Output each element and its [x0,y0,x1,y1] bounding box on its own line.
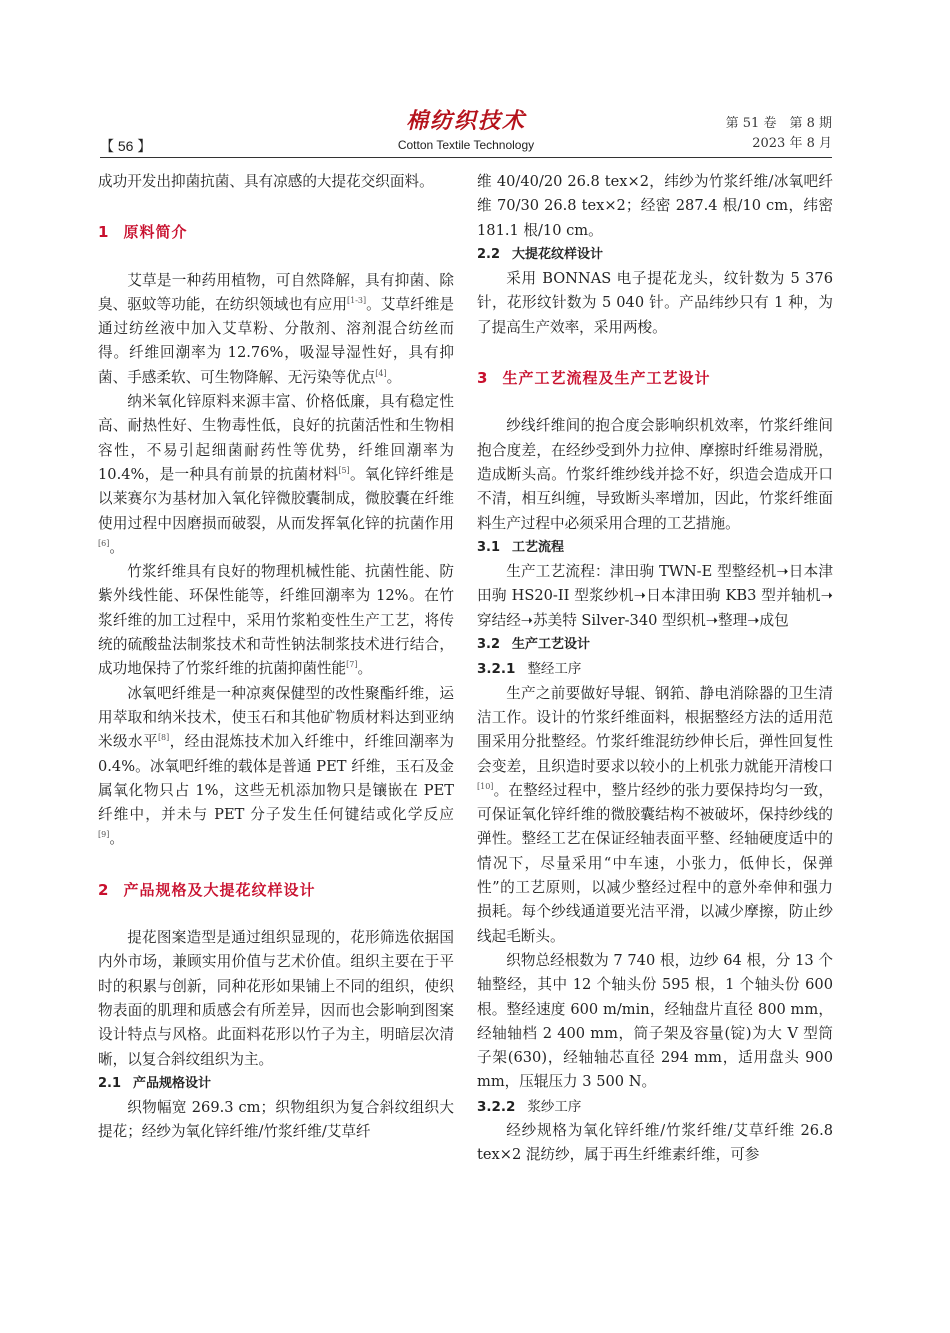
citation: [9] [98,830,110,840]
journal-title-cn: 棉纺织技术 [405,108,526,134]
citation: [4] [375,368,387,378]
section-heading-3 [477,366,833,390]
subsection-number: 3.2 [477,637,501,653]
left-column [98,170,454,1145]
citation: [5] [338,466,350,476]
issue-info [726,114,832,154]
paragraph: 采用 BONNAS 电子提花龙头，纹针数为 5 376 针，花形纹针数为 5 040 针。产品纬纱只有 1 种，为了提高生产效率，采用两梭。 [477,270,833,336]
subsection-title: 大提花纹样设计 [512,246,604,262]
paragraph: 经纱规格为氧化锌纤维/竹浆纤维/艾草纤维 26.8 tex×2 混纺纱，属于再生纤维素纤维，可参 [477,1121,833,1164]
section-number: 2 [98,880,110,899]
section-title: 生产工艺流程及生产工艺设计 [502,369,711,388]
paragraph: 维 40/40/20 26.8 tex×2，纬纱为竹浆纤维/冰氧吧纤维 70/30 26.8 tex×2；经密 287.4 根/10 cm，纬密 181.1 根/10 cm。 [477,173,833,239]
paragraph: 生产之前要做好导辊、钢筘、静电消除器的卫生清洁工作。设计的竹浆纤维面料，根据整经方法的适用范围采用分批整经。竹浆纤维混纺纱伸长后，弹性回复性会变差，且织造时要求以较小的上机张力就能开清梭口[10]。在整经过程中，整片经纱的张力要保持均匀一致，可保证氧化锌纤维的微胶囊结构不被破坏，保持纱线的弹性。整经工艺在保证经轴表面平整、经轴硬度适中的情况下，尽量采用“中车速，小张力，低伸长，保弹性”的工艺原则，以减少整经过程中的意外牵伸和强力损耗。每个纱线通道要光洁平滑，以减少摩擦，防止纱线起毛断头。 [477,684,833,945]
section-heading-2 [98,878,454,902]
header-rule [100,157,832,158]
section-title: 原料简介 [123,223,188,242]
right-column [477,170,833,1168]
paragraph: 提花图案造型是通过组织显现的，花形筛选依据国内外市场，兼顾实用价值与艺术价值。组织主要在于平时的积累与创新，同种花形如果铺上不同的组织，使织物表面的肌理和质感会有所差异，因而也会影响到图案设计特点与风格。此面料花形以竹子为主，明暗层次清晰，以复合斜纹组织为主。 [98,929,454,1068]
subsection-number: 3.1 [477,539,501,555]
paragraph: 纳米氧化锌原料来源丰富、价格低廉，具有稳定性高、耐热性好、生物毒性低，良好的抗菌活性和生物相容性，不易引起细菌耐药性等优势，纤维回潮率为 10.4%，是一种具有前景的抗菌材料[5]。氧化锌纤维是以莱赛尔为基材加入氧化锌微胶囊制成，微胶囊在纤维使用过程中因磨损而破裂，从而发挥氧化锌的抗菌作用[6]。 [98,393,454,556]
subsection-heading-2-1 [98,1072,454,1096]
subsection-title: 工艺流程 [512,539,565,555]
section-number: 3 [477,369,489,388]
citation: [7] [346,660,358,670]
paragraph: 冰氧吧纤维是一种凉爽保健型的改性聚酯纤维，运用萃取和纳米技术，使玉石和其他矿物质材料达到亚纳米级水平[8]，经由混炼技术加入纤维中，纤维回潮率为 0.4%。冰氧吧纤维的载体是普通 PET 纤维，玉石及金属氧化物只占 1%，这些无机添加物只是镶嵌在 PET 纤维中，并未与 PET 分子发生任何键结或化学反应[9]。 [98,684,454,848]
issue-date: 2023 年 8 月 [752,136,832,151]
volume-issue: 第 51 卷 第 8 期 [725,116,832,131]
paragraph: 织物幅宽 269.3 cm；织物组织为复合斜纹组织大提花；经纱为氧化锌纤维/竹浆纤维/艾草纤 [98,1099,454,1141]
paragraph: 纱线纤维间的抱合度会影响织机效率，竹浆纤维间抱合度差，在经纱受到外力拉伸、摩擦时纤维易滑脱，造成断头高。竹浆纤维纱线并捻不好，织造会造成开口不清，相互纠缠，导致断头率增加，因此，竹浆纤维面料生产过程中必须采用合理的工艺措施。 [477,417,833,532]
subsubsection-number: 3.2.2 [477,1098,516,1115]
subsubsection-heading-3-2-2 [477,1095,833,1119]
citation: [1-3] [346,296,367,306]
journal-masthead [100,104,832,152]
subsubsection-heading-3-2-1 [477,657,833,681]
journal-title-en: Cotton Textile Technology [397,138,535,152]
subsection-number: 2.2 [477,246,501,262]
page-number: 【 56 】 [100,138,152,154]
section-number: 1 [98,223,110,242]
paragraph: 艾草是一种药用植物，可自然降解，具有抑菌、除臭、驱蚊等功能，在纺织领域也有应用[1-3]。艾草纤维是通过纺丝液中加入艾草粉、分散剂、溶剂混合纺丝而得。纤维回潮率为 12.76%，吸湿导湿性好，具有抑菌、手感柔软、可生物降解、无污染等优点[4]。 [98,271,454,386]
citation: [6] [98,539,110,548]
citation: [8] [157,733,170,743]
section-title: 产品规格及大提花纹样设计 [123,880,316,899]
paragraph: 竹浆纤维具有良好的物理机械性能、抗菌性能、防紫外线性能、环保性能等，纤维回潮率为 12%。在竹浆纤维的加工过程中，采用竹浆粕变性生产工艺，将传统的硫酸盐法制浆技术和苛性钠法制浆技术进行结合，成功地保持了竹浆纤维的抗菌抑菌性能[7]。 [98,563,454,678]
subsection-heading-3-2 [477,633,833,657]
subsection-title: 产品规格设计 [133,1075,212,1091]
subsubsection-title: 浆纱工序 [527,1098,582,1115]
subsection-title: 生产工艺设计 [512,637,591,653]
paragraph: 生产工艺流程：津田驹 TWN-E 型整经机➝日本津田驹 HS20-II 型浆纱机➝日本津田驹 KB3 型并轴机➝穿结经➝苏美特 Silver-340 型织机➝整理➝成包 [477,563,833,629]
citation: [10] [477,781,494,791]
subsubsection-number: 3.2.1 [477,661,516,678]
paragraph: 成功开发出抑菌抗菌、具有凉感的大提花交织面料。 [98,173,434,190]
subsection-number: 2.1 [98,1075,122,1091]
subsection-heading-2-2 [477,243,833,267]
subsection-heading-3-1 [477,536,833,560]
subsubsection-title: 整经工序 [527,661,582,678]
paragraph: 织物总经根数为 7 740 根，边纱 64 根，分 13 个轴整经，其中 12 个轴头份 595 根，1 个轴头份 600 根。整经速度 600 m/min，经轴盘片直径 800 mm，经轴轴档 2 400 mm，筒子架及容量(锭)为大 V 型筒子架(630)，经轴轴芯直径 294 mm，适用盘头 900 mm，压辊压力 3 500 N。 [477,951,833,1091]
page-header [100,100,832,156]
section-heading-1 [98,220,454,244]
